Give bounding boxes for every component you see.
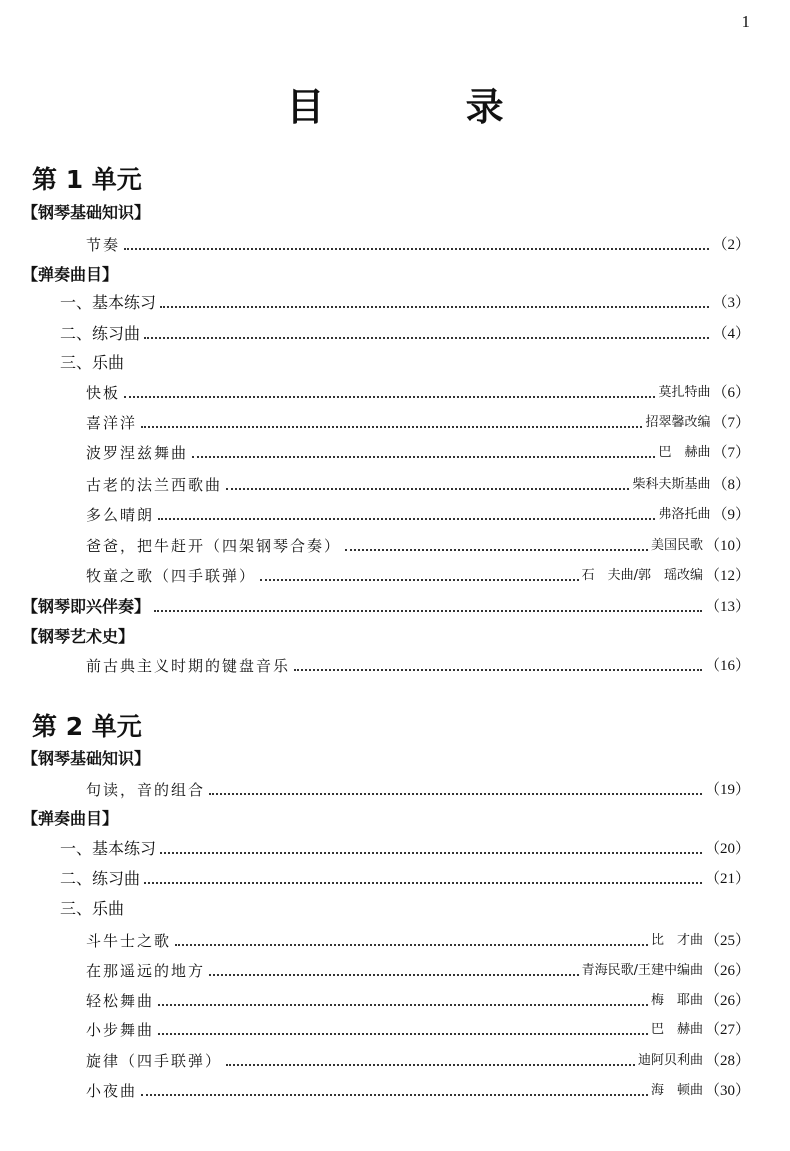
toc-entry [0, 1078, 790, 1100]
toc-entry [0, 836, 790, 858]
toc-entry-label: 小夜曲 [86, 1082, 138, 1100]
toc-entry [0, 806, 790, 828]
toc-entry-page: （16） [704, 658, 750, 674]
toc-entry-label: 【钢琴基础知识】 [22, 203, 151, 222]
toc-entry [0, 746, 790, 768]
toc-entry-page: （30） [704, 1083, 750, 1099]
toc-entry [0, 866, 790, 888]
toc-entry-page: （20） [704, 841, 750, 857]
toc-entry-page: （2） [712, 237, 750, 253]
toc-entry [0, 290, 790, 312]
toc-entry [0, 928, 790, 950]
toc-entry-label: 轻松舞曲 [86, 992, 155, 1010]
toc-entry-label: 前古典主义时期的键盘音乐 [86, 657, 291, 675]
dot-leader [260, 579, 579, 581]
toc-entry-credit: 梅 耶曲 [650, 993, 703, 1008]
toc-entry-label: 节奏 [86, 236, 121, 254]
dot-leader [124, 248, 709, 250]
toc-entry-page: （9） [712, 507, 750, 523]
toc-entry-page: （7） [712, 445, 750, 461]
dot-leader [226, 1064, 635, 1066]
toc-entry-page: （10） [704, 538, 750, 554]
toc-entry-label: 多么晴朗 [86, 506, 155, 524]
dot-leader [209, 793, 702, 795]
toc-entry-page: （12） [704, 568, 750, 584]
toc-entry-label: 【弹奏曲目】 [22, 265, 119, 284]
toc-entry-credit: 招翠馨改编 [645, 415, 711, 430]
toc-entry [0, 232, 790, 254]
toc-entry-page: （8） [712, 477, 750, 493]
page-title: 目 录 [286, 85, 568, 129]
toc-entry-page: （4） [712, 326, 750, 342]
toc-entry-label: 【钢琴艺术史】 [22, 627, 135, 646]
unit-2-title: 第 2 单元 [32, 712, 142, 741]
dot-leader [141, 1094, 648, 1096]
toc-entry-credit: 美国民歌 [650, 538, 703, 553]
toc-entry [0, 200, 790, 222]
toc-entry-label: 【弹奏曲目】 [22, 809, 119, 828]
toc-entry-credit: 青海民歌/王建中编曲 [581, 963, 703, 978]
toc-entry-page: （6） [712, 385, 750, 401]
toc-entry-page: （25） [704, 933, 750, 949]
dot-leader [345, 549, 648, 551]
toc-entry-label: 波罗涅兹舞曲 [86, 444, 189, 462]
toc-entry-credit: 巴 赫曲 [658, 445, 711, 460]
toc-entry-label: 古老的法兰西歌曲 [86, 476, 223, 494]
dot-leader [158, 1004, 648, 1006]
toc-entry-label: 二、练习曲 [60, 869, 141, 888]
toc-entry-credit: 巴 赫曲 [650, 1022, 703, 1037]
dot-leader [141, 426, 642, 428]
dot-leader [209, 974, 579, 976]
toc-entry-label: 斗牛士之歌 [86, 932, 172, 950]
dot-leader [160, 306, 709, 308]
dot-leader [226, 488, 629, 490]
toc-entry [0, 440, 790, 462]
toc-entry [0, 958, 790, 980]
dot-leader [158, 1033, 648, 1035]
toc-entry-label: 【钢琴即兴伴奏】 [22, 597, 151, 616]
toc-entry-label: 小步舞曲 [86, 1021, 155, 1039]
toc-entry-label: 喜洋洋 [86, 414, 138, 432]
toc-entry-page: （27） [704, 1022, 750, 1038]
toc-entry-label: 在那遥远的地方 [86, 962, 206, 980]
toc-entry-label: 旋律（四手联弹） [86, 1052, 223, 1070]
toc-entry-label: 快板 [86, 384, 121, 402]
toc-entry-page: （19） [704, 782, 750, 798]
toc-entry-page: （3） [712, 295, 750, 311]
dot-leader [175, 944, 648, 946]
toc-entry-label: 三、乐曲 [60, 899, 125, 918]
toc-entry-label: 爸爸，把牛赶开（四架钢琴合奏） [86, 537, 342, 555]
toc-entry [0, 262, 790, 284]
dot-leader [144, 337, 709, 339]
dot-leader [124, 396, 655, 398]
toc-entry [0, 1017, 790, 1039]
toc-entry-credit: 莫扎特曲 [658, 385, 711, 400]
toc-entry-label: 三、乐曲 [60, 353, 125, 372]
toc-entry [0, 380, 790, 402]
toc-entry-credit: 比 才曲 [650, 933, 703, 948]
toc-entry [0, 896, 790, 918]
toc-entry-credit: 石 夫曲/郭 瑶改编 [581, 568, 703, 583]
toc-entry-label: 一、基本练习 [60, 293, 157, 312]
dot-leader [294, 669, 702, 671]
toc-entry [0, 472, 790, 494]
toc-entry [0, 777, 790, 799]
toc-entry-label: 【钢琴基础知识】 [22, 749, 151, 768]
toc-entry-page: （21） [704, 871, 750, 887]
toc-entry-credit: 柴科夫斯基曲 [632, 477, 711, 492]
toc-entry [0, 350, 790, 372]
dot-leader [160, 852, 702, 854]
toc-entry [0, 653, 790, 675]
toc-entry-credit: 迪阿贝利曲 [637, 1053, 703, 1068]
toc-entry-credit: 海 顿曲 [650, 1083, 703, 1098]
toc-entry [0, 563, 790, 585]
toc-entry [0, 988, 790, 1010]
toc-entry [0, 594, 790, 616]
toc-entry [0, 1048, 790, 1070]
toc-entry-label: 句读，音的组合 [86, 781, 206, 799]
toc-entry [0, 624, 790, 646]
unit-1-title: 第 1 单元 [32, 165, 142, 194]
toc-entry-label: 二、练习曲 [60, 324, 141, 343]
toc-entry-page: （26） [704, 963, 750, 979]
toc-entry [0, 410, 790, 432]
dot-leader [154, 610, 702, 612]
toc-entry-page: （28） [704, 1053, 750, 1069]
toc-entry-page: （26） [704, 993, 750, 1009]
dot-leader [144, 882, 702, 884]
toc-entry [0, 533, 790, 555]
toc-entry-page: （13） [704, 599, 750, 615]
toc-entry-label: 牧童之歌（四手联弹） [86, 567, 257, 585]
dot-leader [158, 518, 655, 520]
toc-entry-page: （7） [712, 415, 750, 431]
toc-entry [0, 502, 790, 524]
toc-entry-label: 一、基本练习 [60, 839, 157, 858]
page-number: 1 [741, 12, 750, 31]
toc-entry [0, 321, 790, 343]
toc-entry-credit: 弗洛托曲 [658, 507, 711, 522]
dot-leader [192, 456, 655, 458]
